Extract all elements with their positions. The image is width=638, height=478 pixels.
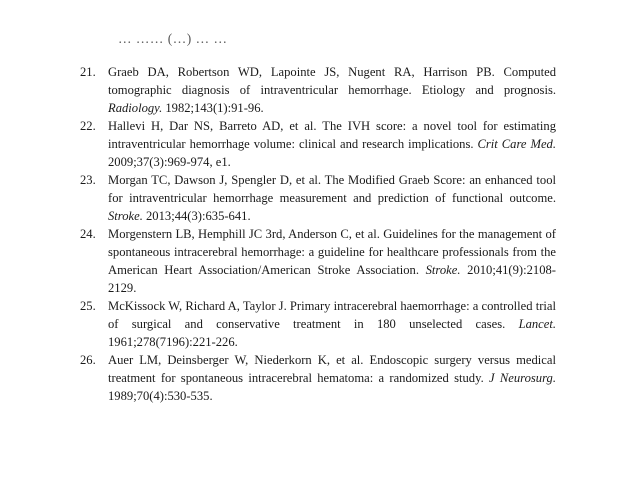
cut-off-text: … …… (…) … … <box>118 31 228 46</box>
reference-list <box>80 63 556 405</box>
reference-citation: 1961;278(7196):221-226. <box>108 335 238 349</box>
reference-item-24 <box>80 225 556 297</box>
reference-number: 26. <box>80 353 96 367</box>
reference-item-23 <box>80 171 556 225</box>
reference-journal: J Neurosurg. <box>489 371 556 385</box>
reference-citation: 2013;44(3):635-641. <box>142 209 251 223</box>
reference-number: 25. <box>80 299 96 313</box>
reference-item-21 <box>80 63 556 117</box>
reference-item-22 <box>80 117 556 171</box>
reference-journal: Stroke. <box>425 263 461 277</box>
reference-journal: Stroke. <box>108 209 143 223</box>
reference-authors-title: Graeb DA, Robertson WD, Lapointe JS, Nugent RA, Harrison PB. Computed tomographic diagnosis of intraventricular hemorrhage. Etiology and prognosis. <box>108 65 556 97</box>
reference-authors-title: McKissock W, Richard A, Taylor J. Primary intracerebral haemorrhage: a controlled trial of surgical and conservative treatment in 180 unselected cases. <box>108 299 556 331</box>
reference-journal: Crit Care Med. <box>477 137 556 151</box>
reference-authors-title: Hallevi H, Dar NS, Barreto AD, et al. The IVH score: a novel tool for estimating intraventricular hemorrhage volume: clinical and research implications. <box>108 119 556 151</box>
reference-number: 23. <box>80 173 96 187</box>
reference-item-26 <box>80 351 556 405</box>
reference-journal: Lancet. <box>518 317 556 331</box>
reference-item-25 <box>80 297 556 351</box>
reference-journal: Radiology. <box>108 101 163 115</box>
reference-number: 22. <box>80 119 96 133</box>
reference-citation: 1982;143(1):91-96. <box>162 101 264 115</box>
reference-citation: 2010;41(9):2108-2129. <box>108 263 556 295</box>
reference-authors-title: Morgenstern LB, Hemphill JC 3rd, Anderson C, et al. Guidelines for the management of spontaneous intracerebral hemorrhage: a guideline for healthcare professionals from the American Heart Association/American Stroke Association. <box>108 227 556 277</box>
reference-authors-title: Morgan TC, Dawson J, Spengler D, et al. The Modified Graeb Score: an enhanced tool for intraventricular hemorrhage measurement and prediction of functional outcome. <box>108 173 556 205</box>
reference-number: 21. <box>80 65 96 79</box>
reference-number: 24. <box>80 227 96 241</box>
reference-citation: 2009;37(3):969-974, e1. <box>108 155 231 169</box>
cut-off-previous-reference <box>118 31 268 47</box>
reference-citation: 1989;70(4):530-535. <box>108 389 213 403</box>
reference-authors-title: Auer LM, Deinsberger W, Niederkorn K, et al. Endoscopic surgery versus medical treatment for spontaneous intracerebral hematoma: a randomized study. <box>108 353 556 385</box>
